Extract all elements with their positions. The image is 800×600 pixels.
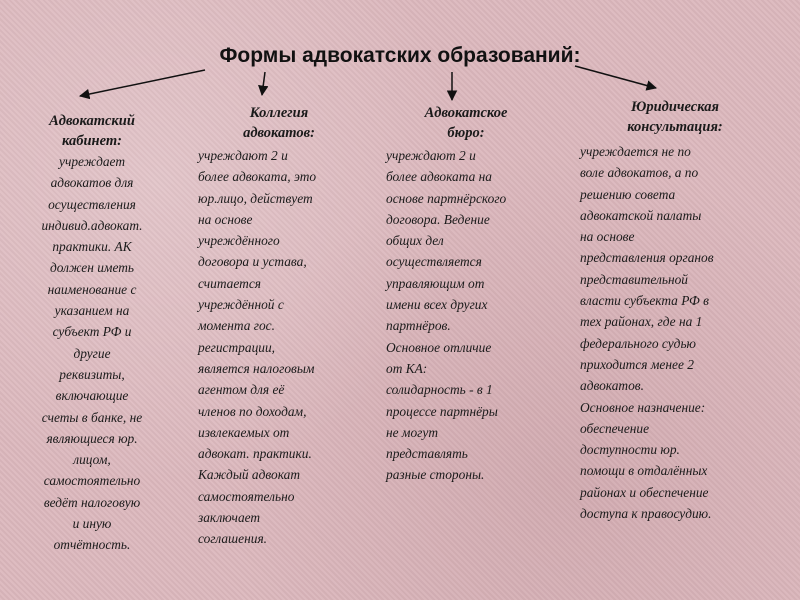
text-line: помощи в отдалённых <box>580 463 708 479</box>
text-line: другие <box>73 345 111 361</box>
text-line: учреждается не по <box>580 144 691 159</box>
arrow-to-cabinet <box>80 70 205 96</box>
text-line: учреждают 2 и <box>198 148 288 163</box>
text-line: представления органов <box>580 250 714 266</box>
column-text <box>386 145 546 486</box>
text-line: от КА: <box>386 360 428 376</box>
column-advocate-office <box>18 111 166 556</box>
text-line: доступности юр. <box>580 442 680 458</box>
text-line: самостоятельно <box>198 488 295 504</box>
column-heading: Адвокатский кабинет: <box>49 113 135 149</box>
text-line: юр.лицо, действует <box>198 190 313 206</box>
column-heading: Адвокатское бюро: <box>424 105 508 141</box>
column-heading: Коллегия адвокатов: <box>243 105 315 141</box>
text-line: воле адвокатов, а по <box>580 165 699 181</box>
text-line: представлять <box>386 446 468 462</box>
text-line: субъект РФ и <box>52 324 132 340</box>
text-line: указанием на <box>54 303 130 319</box>
text-line: приходится менее 2 <box>580 356 694 372</box>
text-line: являющиеся юр. <box>46 430 138 446</box>
arrow-to-collegium <box>262 72 265 95</box>
text-line: власти субъекта РФ в <box>580 293 709 309</box>
text-line: самостоятельно <box>43 473 141 489</box>
text-line: учреждает <box>59 154 125 169</box>
text-line: членов по доходам, <box>198 403 307 419</box>
text-line: адвокат. практики. <box>198 446 312 462</box>
text-line: Основное назначение: <box>580 399 706 415</box>
text-line: основе партнёрского <box>386 190 507 206</box>
column-heading: Юридическая консультация: <box>627 99 723 135</box>
text-line: решению совета <box>580 186 676 202</box>
column-text <box>18 151 166 556</box>
text-line: счеты в банке, не <box>41 409 143 425</box>
text-line: управляющим от <box>386 275 485 291</box>
text-line: обеспечение <box>580 420 650 436</box>
text-line: регистрации, <box>198 339 275 355</box>
text-line: более адвоката на <box>386 169 492 185</box>
text-line: осуществления <box>48 196 136 212</box>
text-line: осуществляется <box>386 254 482 270</box>
text-line: лицом, <box>73 452 111 468</box>
text-line: и иную <box>72 516 112 532</box>
text-line: включающие <box>55 388 129 404</box>
text-line: является налоговым <box>198 360 315 376</box>
text-line: наименование с <box>47 281 137 297</box>
text-line: адвокатов. <box>580 378 644 394</box>
text-line: Каждый адвокат <box>198 467 301 483</box>
text-line: общих дел <box>386 233 444 249</box>
text-line: практики. АК <box>52 239 132 255</box>
text-line: адвокатов для <box>50 175 134 191</box>
text-line: учреждают 2 и <box>386 148 476 163</box>
text-line: учреждённого <box>198 233 280 249</box>
text-line: тех районах, где на 1 <box>580 314 703 330</box>
text-line: должен иметь <box>50 260 134 276</box>
text-line: учреждённой с <box>198 297 284 313</box>
column-bar-collegium <box>198 103 360 550</box>
text-line: заключает <box>198 510 261 526</box>
column-text <box>580 141 770 524</box>
text-line: договора и устава, <box>198 254 307 270</box>
text-line: ведёт налоговую <box>43 494 141 510</box>
text-line: на основе <box>198 211 253 227</box>
page-title: Формы адвокатских образований: <box>219 44 581 67</box>
text-line: отчётность. <box>53 537 131 553</box>
text-line: на основе <box>580 229 635 245</box>
column-legal-consultation <box>580 97 770 524</box>
text-line: агентом для её <box>198 382 285 398</box>
text-line: районах и обеспечение <box>580 484 709 500</box>
arrow-to-consultation <box>575 66 656 88</box>
text-line: представительной <box>580 271 689 287</box>
column-text <box>198 145 360 550</box>
text-line: солидарность - в 1 <box>386 382 493 398</box>
text-line: адвокатской палаты <box>580 207 702 223</box>
text-line: считается <box>198 275 261 291</box>
text-line: Основное отличие <box>386 339 492 355</box>
text-line: реквизиты, <box>59 366 125 382</box>
column-law-bureau <box>386 103 546 486</box>
text-line: партнёров. <box>386 318 451 334</box>
text-line: момента гос. <box>198 318 275 334</box>
text-line: разные стороны. <box>386 467 485 483</box>
text-line: доступа к правосудию. <box>580 506 712 522</box>
text-line: извлекаемых от <box>198 424 290 440</box>
text-line: индивид.адвокат. <box>41 217 143 233</box>
text-line: не могут <box>386 424 439 440</box>
text-line: соглашения. <box>198 531 268 547</box>
text-line: федерального судью <box>580 335 696 351</box>
text-line: договора. Ведение <box>386 211 490 227</box>
text-line: процессе партнёры <box>386 403 498 419</box>
text-line: имени всех других <box>386 297 488 313</box>
text-line: более адвоката, это <box>198 169 317 185</box>
